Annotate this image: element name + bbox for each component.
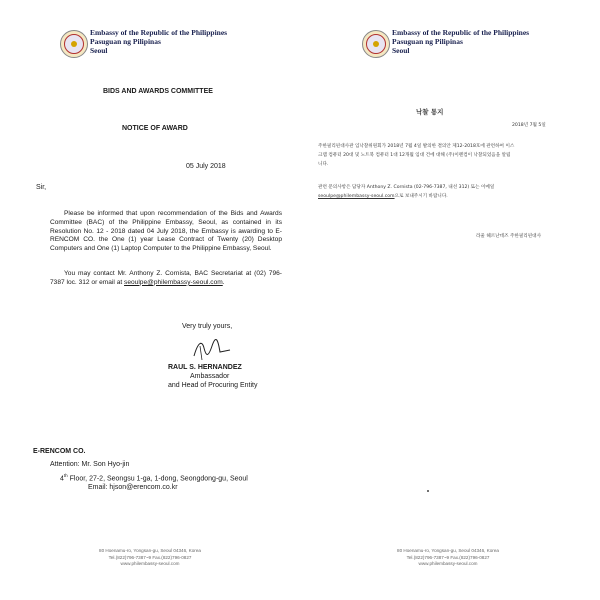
- contact-text: You may contact Mr. Anthony Z. Cornista, BAC Secretariat at (02) 796-7387 loc. 312 or email at: [50, 270, 282, 286]
- letterhead-line1: Embassy of the Republic of the Philippines: [90, 28, 228, 37]
- scan-speck: [427, 490, 429, 492]
- address-floor-number: 4: [60, 475, 64, 483]
- letterhead: [392, 28, 529, 55]
- letterhead-line2: Pasuguan ng Pilipinas: [90, 37, 161, 46]
- salutation: Sir,: [36, 184, 47, 191]
- korean-contact-line2: [318, 192, 448, 201]
- contact-email-link[interactable]: seoulpe@philembassy-seoul.com: [124, 278, 223, 286]
- address-floor-suffix: th: [63, 473, 68, 478]
- footer-website: www.philembassy-seoul.com: [418, 561, 478, 566]
- footer-phone: Tel.(822)796-7387~9 Fax.(822)796-0827: [406, 554, 490, 560]
- signature-scribble: [190, 336, 234, 362]
- committee-heading: BIDS AND AWARDS COMMITTEE: [103, 88, 213, 95]
- closing: Very truly yours,: [182, 323, 233, 330]
- letterhead-line3: Seoul: [392, 46, 410, 55]
- signer-title-ambassador: Ambassador: [190, 373, 230, 380]
- footer-address: 80 Hoenamu-ro, Yongsan-gu, Seoul 04346, Korea: [99, 548, 201, 553]
- korean-date: 2018년 7월 5일: [512, 123, 546, 128]
- korean-contact-line1: 관련 문의사항은 담당자 Anthony Z. Cornista (02-796-7387, 내선 312) 또는 이메일: [318, 185, 495, 190]
- philippine-seal-icon: [60, 30, 88, 58]
- signer-title-hope: and Head of Procuring Entity: [168, 382, 258, 389]
- footer-phone: Tel.(822)796-7387~9 Fax.(822)796-0827: [108, 554, 192, 560]
- right-footer: [368, 548, 528, 568]
- recipient-attention: Attention: Mr. Son Hyo-jin: [50, 461, 130, 468]
- letterhead: [90, 28, 227, 55]
- left-footer: [70, 548, 230, 568]
- footer-website: www.philembassy-seoul.com: [120, 561, 180, 566]
- korean-body-line2: 크랩 컴퓨터 20대 및 노트북 컴퓨터 1대 12개월 임대 건에 대해 (주)이렌컴이 낙찰되었음을 알립: [318, 153, 511, 158]
- korean-title: 낙찰 통지: [416, 108, 444, 116]
- recipient-address: [60, 471, 248, 483]
- korean-body-line1: 주한필리핀대사관 입낙찰위원회가 2018년 7월 4일 발의한 결의안 제12-2018호에 관련하여 이스: [318, 144, 515, 149]
- address-rest: Floor, 27-2, Seongsu 1-ga, 1-dong, Seongdong-gu, Seoul: [67, 475, 248, 483]
- signer-name: RAUL S. HERNANDEZ: [168, 364, 242, 371]
- philippine-seal-icon: [362, 30, 390, 58]
- letterhead-line1: Embassy of the Republic of the Philippines: [392, 28, 530, 37]
- korean-notice-page: [300, 0, 600, 600]
- recipient-company: E-RENCOM CO.: [33, 448, 86, 455]
- letterhead-line3: Seoul: [90, 46, 108, 55]
- korean-signature: 라울 헤르난데즈 주한필리핀대사: [476, 234, 542, 239]
- korean-contact-rest: 으로 보내주시기 바랍니다.: [394, 194, 448, 199]
- korean-contact-email-link[interactable]: seoulpe@philembassy-seoul.com: [318, 194, 395, 199]
- award-paragraph: Please be informed that upon recommendation of the Bids and Awards Committee (BAC) of the Philippine Embassy, Seoul, as contained in its Resolution No. 12 - 2018 dated 04 July 2018, the Embassy is awarding to E-RENCOM CO. the One (1) year Lease Contract of Twenty (20) Desktop Computers and One (1) Laptop Computer to the Philippine Embassy, Seoul.: [50, 210, 282, 253]
- notice-title: NOTICE OF AWARD: [122, 125, 188, 132]
- footer-address: 80 Hoenamu-ro, Yongsan-gu, Seoul 04346, Korea: [397, 548, 499, 553]
- contact-paragraph: [50, 270, 282, 288]
- letterhead-line2: Pasuguan ng Pilipinas: [392, 37, 463, 46]
- contact-end: .: [222, 278, 225, 286]
- letter-date: 05 July 2018: [186, 163, 226, 170]
- recipient-email: Email: hjson@erencom.co.kr: [88, 484, 178, 491]
- korean-body-line3: 니다.: [318, 162, 329, 167]
